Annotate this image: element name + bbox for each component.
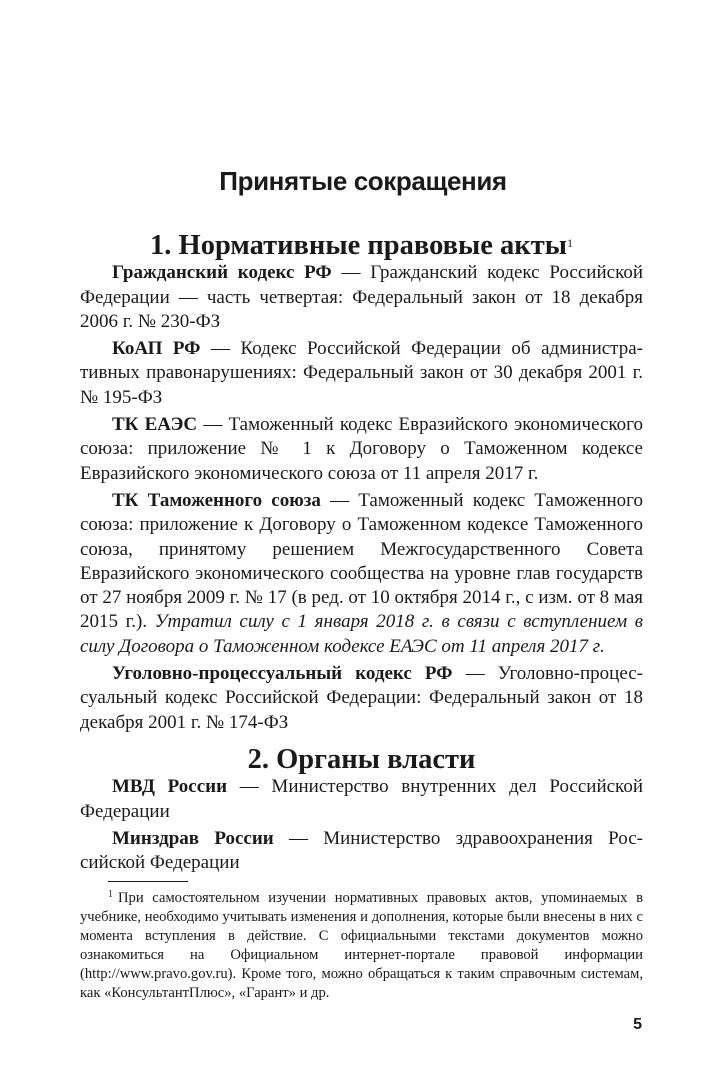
- abbreviation-term: Гражданский кодекс РФ: [112, 262, 332, 284]
- section-heading-normative-acts: [80, 230, 643, 261]
- abbreviation-entry: [80, 261, 643, 334]
- abbreviation-entry: [80, 413, 643, 486]
- footnote-marker: 1: [108, 889, 113, 900]
- page-number: 5: [633, 1016, 642, 1033]
- abbreviation-entry: [80, 827, 643, 876]
- abbreviation-definition: — Уголовно-процессуальный кодекс Российской Федерации: Федеральный закон от 18 декабря 2001 г. № 174-ФЗ: [80, 663, 643, 733]
- abbreviation-definition: — Кодекс Российской Федерации об административных правонарушениях: Федеральный закон от 30 декабря 2001 г. № 195-ФЗ: [80, 338, 643, 408]
- abbreviation-definition: — Министерство внутренних дел Российской Федерации: [80, 776, 643, 822]
- abbreviation-definition: — Таможенный кодекс Евразийского экономического союза: приложение № 1 к Договору о Таможенном кодексе Евразийского экономического союза от 11 апреля 2017 г.: [80, 414, 643, 484]
- abbreviation-definition: — Таможенный кодекс Таможенного союза: приложение к Договору о Таможенном кодексе Таможенного союза, принятому решением Межгосударственного Совета Евразийского экономического сообщества на уровне глав государств от 27 ноября 2009 г. № 17 (в ред. от 10 октября 2014 г., с изм. от 8 мая 2015 г.).: [80, 489, 644, 633]
- footnote-divider: [108, 881, 188, 882]
- abbreviation-entry: [80, 775, 643, 824]
- abbreviation-entry: [80, 337, 643, 410]
- abbreviation-entry: [80, 662, 643, 735]
- abbreviation-term: МВД России: [112, 776, 228, 798]
- abbreviation-entry: [80, 489, 643, 659]
- page-title: Принятые сокращения: [219, 166, 507, 196]
- page-content: [80, 230, 644, 878]
- abbreviation-term: Минздрав России: [112, 827, 274, 849]
- abbreviation-note: Утратил силу с 1 января 2018 г. в связи с вступлением в силу Договора о Таможенном кодексе ЕАЭС от 11 апреля 2017 г.: [80, 611, 643, 657]
- footnote: [80, 889, 643, 1002]
- abbreviation-definition: — Гражданский кодекс Российской Федерации — часть четвертая: Федеральный закон от 18 декабря 2006 г. № 230-ФЗ: [80, 262, 643, 332]
- abbreviation-term: КоАП РФ: [112, 338, 201, 360]
- abbreviation-term: ТК Таможенного союза: [112, 489, 321, 511]
- footnote-reference[interactable]: 1: [566, 236, 573, 250]
- abbreviation-definition: — Министерство здравоохранения Российской Федерации: [80, 827, 643, 874]
- footnote-text: При самостоятельном изучении нормативных правовых актов, упоминаемых в учебнике, необходимо учитывать изменения и дополнения, которые были внесены в них с момента вступления в действие. С официальными текстами документов можно ознакомиться на Официальном интернет-портале правовой информации (http://www.pravo.gov.ru). Кроме того, можно обращаться к таким справочным системам, как «КонсультантПлюс», «Гарант» и др.: [80, 890, 643, 1001]
- abbreviation-term: Уголовно-процессуальный кодекс РФ: [112, 663, 453, 685]
- abbreviation-term: ТК ЕАЭС: [112, 414, 198, 436]
- section-heading-authorities: 2. Органы власти: [247, 743, 476, 775]
- section-heading-text: 1. Нормативные правовые акты: [150, 230, 567, 261]
